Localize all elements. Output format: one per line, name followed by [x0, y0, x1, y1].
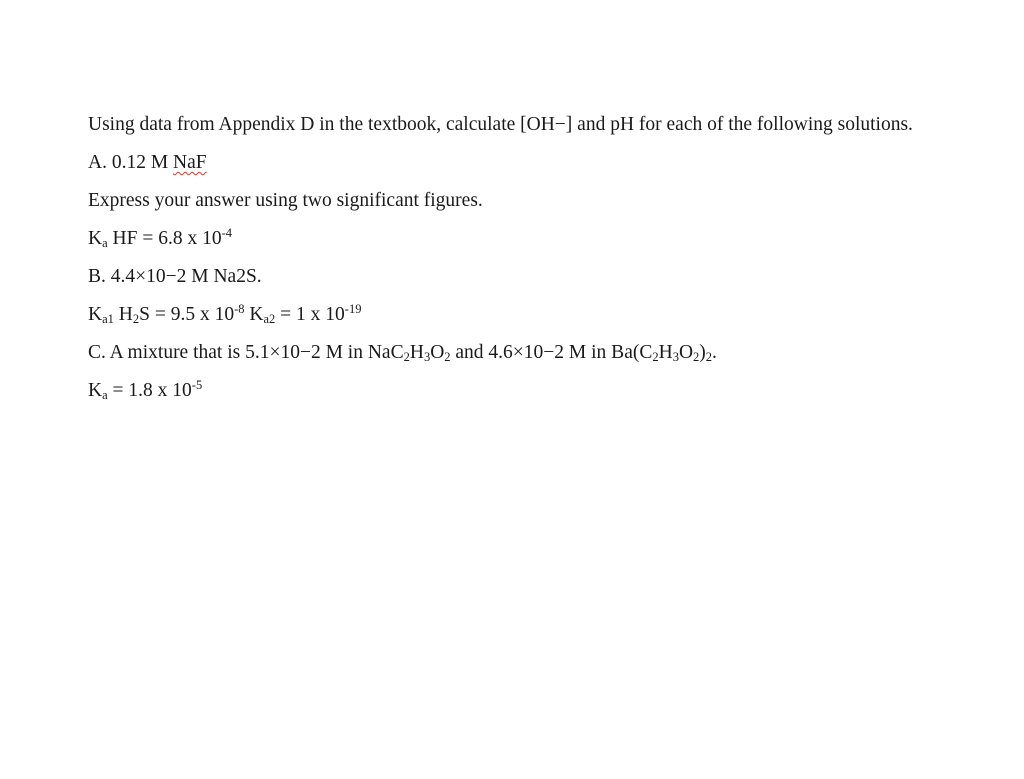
ka-acetate-value: = 1.8 x 10	[107, 380, 192, 401]
part-c-text-2: H	[409, 342, 424, 363]
ka-acetate-symbol: K	[88, 380, 103, 401]
ka1-subscript: a1	[102, 312, 114, 326]
part-c-text-1: C. A mixture that is 5.1×10−2 M in NaC	[88, 342, 404, 363]
ka1-exponent: -8	[234, 302, 245, 316]
part-a-compound: NaF	[173, 152, 207, 173]
part-c	[88, 341, 918, 365]
part-c-text-5: H	[658, 342, 673, 363]
ka1-value: S = 9.5 x 10	[139, 304, 235, 325]
ka-hf-line	[88, 227, 918, 251]
part-c-text-8: .	[712, 342, 717, 363]
ka-subscript: a	[102, 236, 108, 250]
ka-acetate-exponent: -5	[191, 378, 203, 392]
ka2-symbol: K	[244, 304, 264, 325]
part-c-sub-7: 2	[705, 350, 713, 364]
part-c-sub-2: 3	[423, 350, 431, 364]
part-c-sub-1: 2	[403, 350, 410, 364]
ka2-subscript: a2	[263, 312, 276, 326]
part-b: B. 4.4×10−2 M Na2S.	[88, 266, 262, 287]
h2s-h: H	[113, 304, 133, 325]
part-c-sub-4: 2	[652, 350, 659, 364]
part-c-text-4: and 4.6×10−2 M in Ba(C	[450, 342, 653, 363]
part-c-sub-3: 2	[444, 350, 451, 364]
part-c-text-6: O	[678, 342, 694, 363]
ka-h2s-line	[88, 303, 918, 327]
part-c-text-3: O	[430, 342, 445, 363]
ka-acetate-subscript: a	[102, 388, 108, 402]
document-body	[88, 113, 918, 417]
part-a	[88, 151, 918, 175]
ka-symbol: K	[88, 228, 103, 249]
part-c-sub-6: 2	[693, 350, 700, 364]
ka-acetate-line	[88, 379, 918, 403]
ka1-symbol: K	[88, 304, 103, 325]
part-a-prefix: A. 0.12 M	[88, 152, 174, 173]
part-c-sub-5: 3	[672, 350, 679, 364]
instruction-text: Express your answer using two significant figures.	[88, 190, 483, 211]
part-c-text-7: )	[699, 342, 706, 363]
ka2-exponent: -19	[344, 302, 362, 316]
h2s-subscript: 2	[132, 312, 140, 326]
ka2-value: = 1 x 10	[275, 304, 345, 325]
ka-hf-value: HF = 6.8 x 10	[107, 228, 222, 249]
ka-hf-exponent: -4	[221, 226, 233, 240]
question-intro: Using data from Appendix D in the textbook, calculate [OH−] and pH for each of the following solutions.	[88, 114, 913, 135]
